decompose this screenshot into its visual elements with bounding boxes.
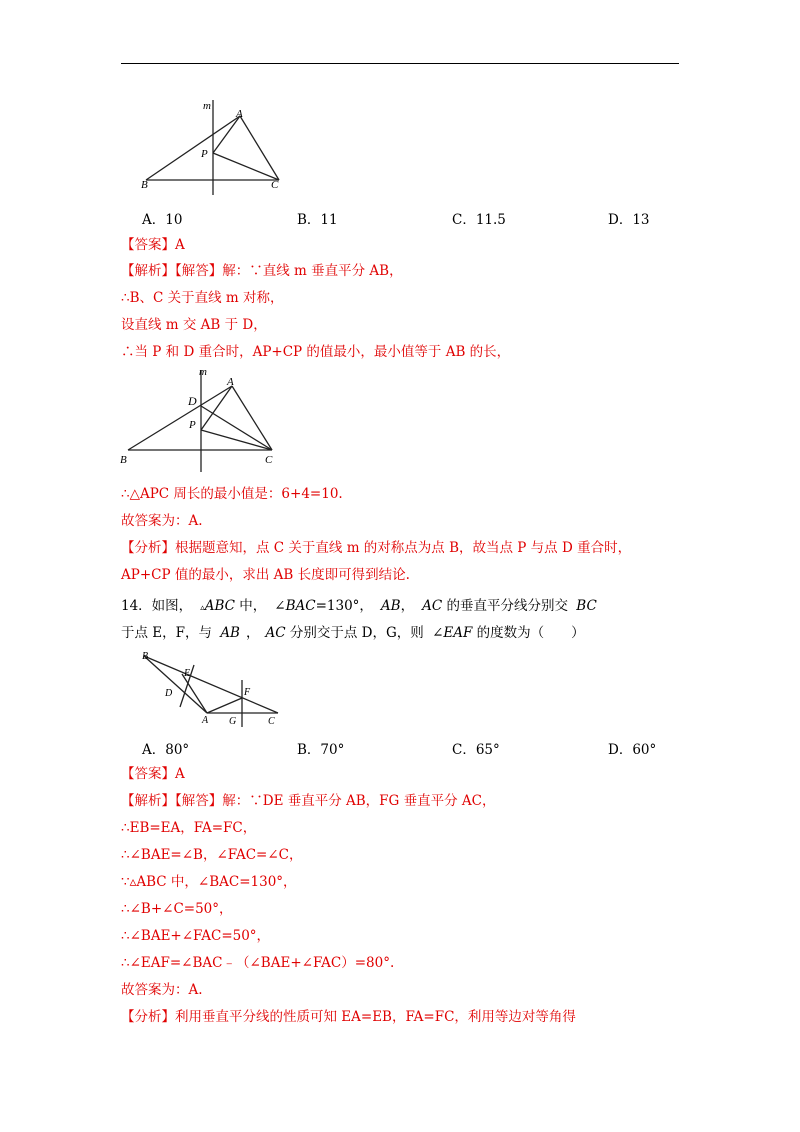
label-c: C (265, 454, 273, 466)
solution-line: 故答案为：A. (121, 982, 203, 998)
label-m: m (203, 100, 211, 112)
solution-line: 【解析】【解答】解：∵DE 垂直平分 AB，FG 垂直平分 AC， (121, 793, 496, 809)
label-b: B (120, 454, 127, 466)
solution-line: ∴∠EAF=∠BAC﹣（∠BAE+∠FAC）=80°. (121, 955, 395, 971)
solution-line: ∴当 P 和 D 重合时，AP+CP 的值最小，最小值等于 AB 的长， (121, 344, 511, 360)
solution-line: ∴∠BAE=∠B，∠FAC=∠C， (121, 847, 303, 863)
label-d: D (188, 394, 197, 408)
analysis-line: AP+CP 值的最小，求出 AB 长度即可得到结论. (121, 567, 410, 583)
option-b: B．11 (297, 212, 338, 228)
label-d: D (165, 688, 173, 699)
analysis-line: 【分析】根据题意知，点 C 关于直线 m 的对称点为点 B，故当点 P 与点 D 重合时， (121, 540, 632, 556)
solution-line: ∴∠BAE+∠FAC=50°， (121, 928, 271, 944)
option-b: B．70° (297, 742, 345, 758)
label-m: m (199, 366, 207, 378)
option-c: C．65° (452, 742, 500, 758)
figure-2 (117, 364, 282, 474)
solution-line: 设直线 m 交 AB 于 D， (121, 317, 267, 333)
option-d: D．60° (608, 742, 657, 758)
solution-line: ∵▵ABC 中，∠BAC=130°， (121, 874, 297, 890)
label-b: B (141, 179, 148, 191)
solution-line: ∴EB=EA，FA=FC， (121, 820, 257, 836)
figure-3 (138, 648, 288, 728)
figure-1 (135, 95, 295, 195)
label-g: G (229, 716, 237, 727)
label-a: A (236, 108, 243, 120)
label-a: A (227, 376, 234, 388)
label-p: P (189, 419, 196, 431)
option-c: C．11.5 (452, 212, 506, 228)
label-c: C (268, 716, 275, 727)
option-a: A．10 (142, 212, 183, 228)
label-b: B (142, 651, 149, 662)
solution-line: ∴△APC 周长的最小值是：6+4=10. (121, 486, 343, 502)
solution-line: 故答案为：A. (121, 513, 203, 529)
answer-label: 【答案】A (121, 237, 185, 253)
label-e: E (184, 668, 191, 679)
solution-line: ∴B、C 关于直线 m 对称， (121, 290, 284, 306)
question-14-line-2: 于点 E，F，与 AB ， AC 分别交于点 D，G，则 ∠EAF 的度数为（ ） (121, 625, 585, 641)
label-p: P (201, 148, 208, 160)
label-a: A (202, 715, 209, 726)
answer-label: 【答案】A (121, 766, 185, 782)
question-14-line-1: 14．如图， ▵ABC 中， ∠BAC=130°， AB， AC 的垂直平分线分别交 BC (121, 598, 597, 614)
option-a: A．80° (142, 742, 190, 758)
label-f: F (244, 687, 251, 698)
analysis-line: 【分析】利用垂直平分线的性质可知 EA=EB，FA=FC，利用等边对等角得 (121, 1009, 576, 1025)
label-c: C (271, 179, 279, 191)
solution-line: ∴∠B+∠C=50°， (121, 901, 233, 917)
solution-line: 【解析】【解答】解：∵直线 m 垂直平分 AB， (121, 263, 403, 279)
option-d: D．13 (608, 212, 650, 228)
header-rule (121, 63, 679, 64)
